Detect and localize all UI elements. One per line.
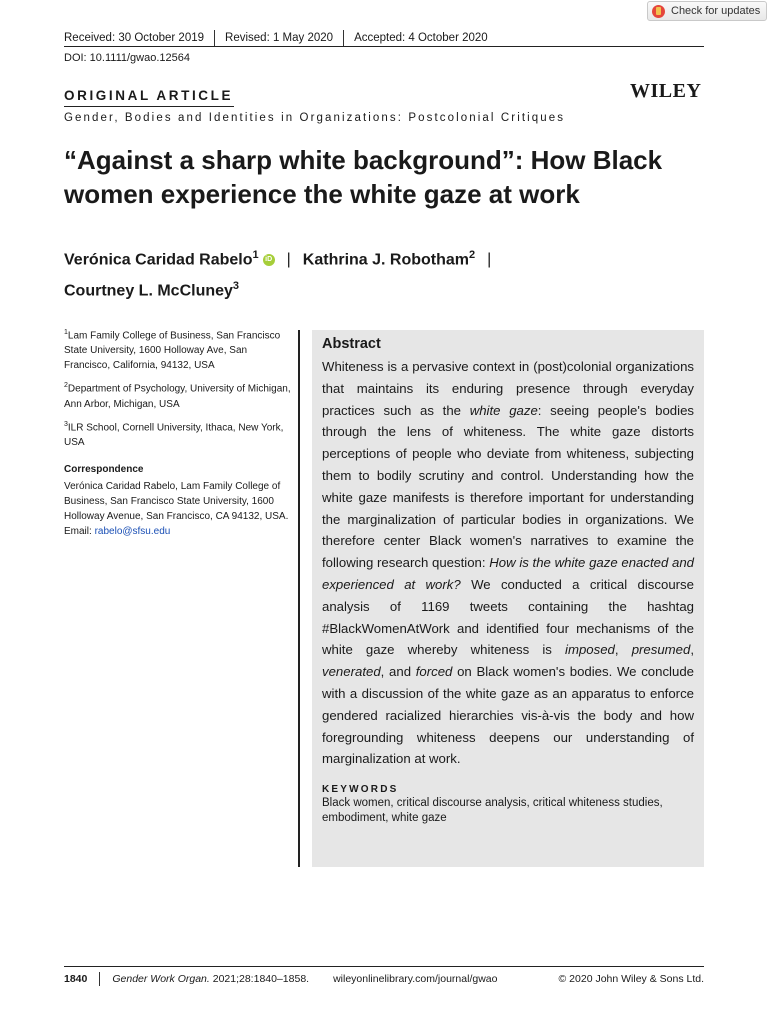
email-link[interactable]: rabelo@sfsu.edu — [94, 525, 171, 537]
header-rule — [64, 46, 704, 47]
journal-url[interactable]: wileyonlinelibrary.com/journal/gwao — [333, 973, 498, 985]
abstract-emphasis: forced — [415, 664, 453, 680]
affiliation — [64, 417, 294, 450]
abstract-segment: Whiteness is a pervasive context in (post)colonial organizations that maintains its enduring presence through everyday practices such as the — [322, 359, 694, 418]
abstract-emphasis: imposed — [565, 642, 615, 658]
abstract-segment: , — [614, 642, 632, 658]
abstract-text — [322, 356, 694, 770]
affiliation — [64, 325, 294, 373]
correspondence-address: Verónica Caridad Rabelo, Lam Family College of Business, San Francisco State University, 1600 Holloway Avenue, San Francisco, CA 94132, USA. — [64, 480, 289, 522]
check-for-updates-button[interactable] — [647, 1, 767, 21]
history-dates — [64, 30, 488, 46]
author-separator: | — [286, 251, 291, 269]
abstract-segment: on Black women's bodies. We conclude with a discussion of the white gaze as an apparatus to enforce gendered racialized hierarchies vis-à-vis the body and how foregrounding whiteness deepens our understanding of marginalization at work. — [322, 664, 694, 767]
orcid-icon[interactable]: iD — [263, 254, 275, 266]
affiliation-text: Lam Family College of Business, San Francisco State University, 1600 Holloway Ave, San Francisco, California, 94132, USA — [64, 330, 281, 372]
footer-rule — [64, 966, 704, 967]
keywords-heading: KEYWORDS — [322, 784, 399, 796]
author-separator: | — [487, 251, 492, 269]
affiliation-text: ILR School, Cornell University, Ithaca, New York, USA — [64, 421, 284, 448]
abstract-segment: We conducted a critical discourse analysis of 1169 tweets containing the hashtag #BlackWomenAtWork and identified four mechanisms of the white gaze whereby whiteness is — [322, 576, 694, 658]
crossmark-icon — [652, 5, 665, 18]
citation: 2021;28:1840–1858. — [209, 973, 310, 985]
author-list — [64, 242, 704, 305]
received-date: Received: 30 October 2019 — [64, 32, 205, 44]
keywords-text: Black women, critical discourse analysis, critical whiteness studies, embodiment, white gaze — [322, 797, 663, 825]
publisher-logo: WILEY — [630, 80, 702, 102]
divider — [99, 972, 100, 986]
affiliation-sup: 3 — [64, 420, 68, 428]
accepted-date: Accepted: 4 October 2020 — [354, 32, 488, 44]
abstract-emphasis: presumed — [631, 642, 691, 658]
revised-date: Revised: 1 May 2020 — [225, 32, 334, 44]
affiliation — [64, 378, 294, 411]
author-name[interactable]: Verónica Caridad Rabelo — [64, 251, 253, 269]
abstract-segment: , and — [380, 664, 416, 680]
abstract-segment: , — [690, 642, 695, 658]
correspondence-text — [64, 479, 294, 539]
article-type-underline — [64, 106, 234, 107]
abstract-emphasis: venerated — [322, 664, 381, 680]
copyright: © 2020 John Wiley & Sons Ltd. — [558, 973, 704, 985]
check-for-updates-label: Check for updates — [671, 5, 761, 17]
affiliation-text: Department of Psychology, University of Michigan, Ann Arbor, Michigan, USA — [64, 383, 291, 410]
abstract-heading: Abstract — [322, 336, 381, 352]
email-label: Email: — [64, 525, 92, 537]
author-name[interactable]: Courtney L. McCluney — [64, 282, 233, 300]
author-name[interactable]: Kathrina J. Robotham — [302, 251, 470, 269]
page-footer — [64, 972, 704, 986]
doi[interactable]: DOI: 10.1111/gwao.12564 — [64, 52, 190, 64]
abstract-segment: : seeing people's bodies through the lens of whiteness. The white gaze distorts perceptions of people who deviate from whiteness, subjecting them to bodily scrutiny and control. Understanding how the white gaze manifests is therefore important for understanding the marginalization of particular bodies in organizations. We therefore center Black women's narratives to examine the following research question: — [322, 402, 695, 571]
abstract-emphasis: How is the white gaze enacted and experienced at work? — [322, 555, 694, 592]
affiliations-column — [64, 325, 294, 539]
author-affiliation-sup: 2 — [469, 249, 476, 261]
affiliation-sup: 1 — [64, 329, 68, 336]
journal-abbrev: Gender Work Organ. — [112, 973, 210, 985]
author-affiliation-sup: 1 — [252, 249, 259, 261]
article-title: “Against a sharp white background”: How Black women experience the white gaze at work — [64, 145, 663, 209]
correspondence-heading: Correspondence — [64, 463, 144, 475]
special-issue-series: Gender, Bodies and Identities in Organizations: Postcolonial Critiques — [64, 112, 566, 124]
article-type: ORIGINAL ARTICLE — [64, 88, 234, 103]
affiliation-sup: 2 — [64, 382, 68, 390]
divider — [343, 30, 344, 46]
divider — [214, 30, 215, 46]
abstract-emphasis: white gaze — [469, 402, 538, 418]
author-affiliation-sup: 3 — [232, 280, 240, 293]
abstract-box — [312, 330, 704, 867]
abstract-side-rule — [298, 330, 300, 867]
page-number: 1840 — [64, 973, 88, 985]
